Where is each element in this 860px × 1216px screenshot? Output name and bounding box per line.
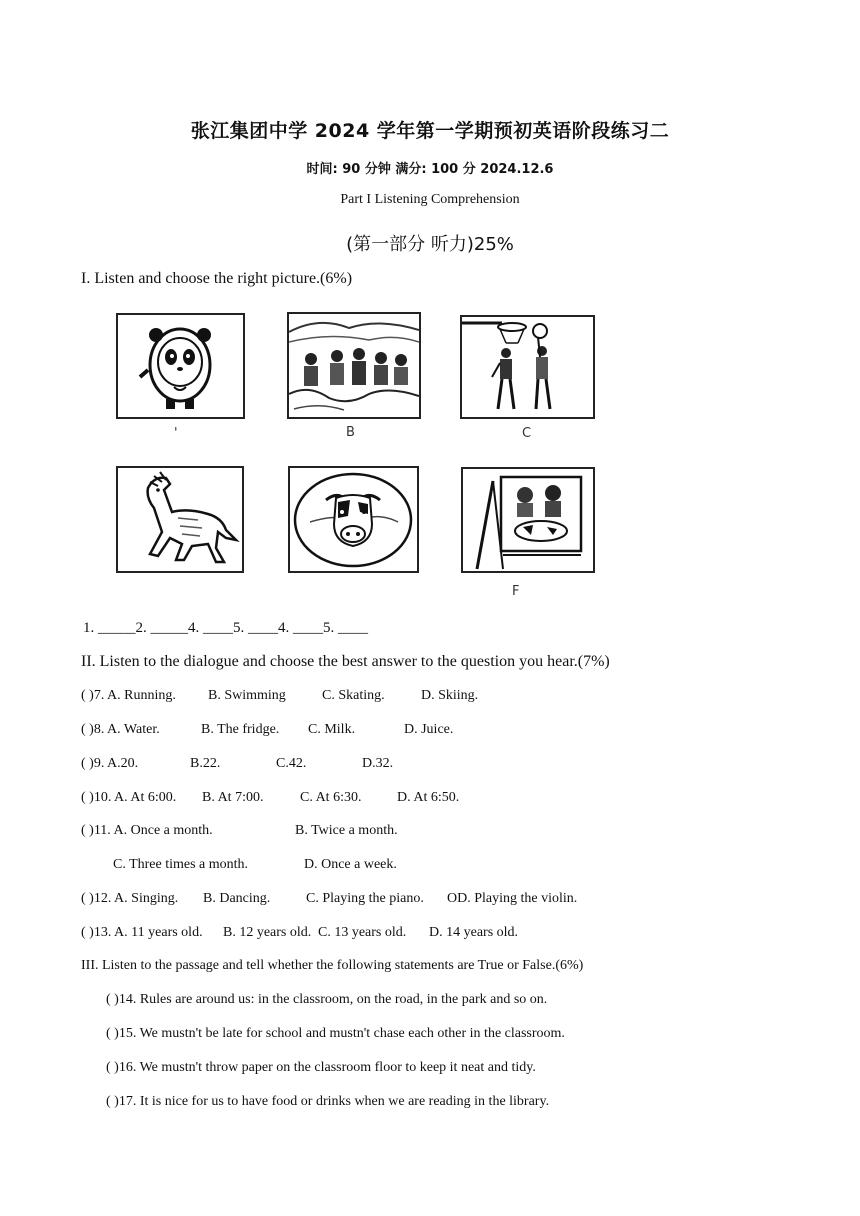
picture-painting: [461, 467, 595, 573]
part-heading: Part I Listening Comprehension: [340, 192, 520, 207]
painting-easel-icon: [463, 469, 593, 571]
statement-17[interactable]: ( )17. It is nice for us to have food or drinks when we are reading in the library.: [106, 1094, 550, 1109]
q11-option-b[interactable]: B. Twice a month.: [295, 823, 398, 838]
section3-heading: III. Listen to the passage and tell whether the following statements are True or False.(6%): [81, 958, 584, 973]
q11-option-c[interactable]: C. Three times a month.: [113, 857, 249, 872]
q7-option-d[interactable]: D. Skiing.: [421, 688, 479, 703]
horse-icon: [118, 468, 242, 571]
picture-letter-f: F: [512, 584, 520, 599]
section2-heading: II. Listen to the dialogue and choose the best answer to the question you hear.(7%): [81, 653, 610, 670]
q10-option-c[interactable]: C. At 6:30.: [300, 790, 362, 805]
q7-option-b[interactable]: B. Swimming: [208, 688, 286, 703]
q8-option-b[interactable]: B. The fridge.: [201, 722, 280, 737]
q9-option-c[interactable]: C.42.: [276, 756, 307, 771]
picture-horse: [116, 466, 244, 573]
cow-icon: [290, 468, 417, 571]
q13-option-b[interactable]: B. 12 years old.: [223, 925, 312, 940]
q10-option-b[interactable]: B. At 7:00.: [202, 790, 264, 805]
basketball-icon: [462, 317, 593, 417]
panda-mascot-icon: [118, 315, 243, 417]
q12-option-d[interactable]: OD. Playing the violin.: [447, 891, 578, 906]
q10-option-a[interactable]: ( )10. A. At 6:00.: [81, 790, 177, 805]
q13-option-d[interactable]: D. 14 years old.: [429, 925, 519, 940]
q8-option-d[interactable]: D. Juice.: [404, 722, 454, 737]
picture-letter-c: C: [522, 426, 532, 441]
q9-option-d[interactable]: D.32.: [362, 756, 394, 771]
page-title: 张江集团中学 2024 学年第一学期预初英语阶段练习二: [190, 120, 670, 142]
q13-option-a[interactable]: ( )13. A. 11 years old.: [81, 925, 203, 940]
statement-15[interactable]: ( )15. We mustn't be late for school and mustn't chase each other in the classroom.: [106, 1026, 565, 1041]
picture-cow: [288, 466, 419, 573]
q9-option-b[interactable]: B.22.: [190, 756, 221, 771]
picnic-scene-icon: [289, 314, 419, 417]
picture-panda-mascot: [116, 313, 245, 419]
q11-option-d[interactable]: D. Once a week.: [304, 857, 397, 872]
q8-option-a[interactable]: ( )8. A. Water.: [81, 722, 160, 737]
statement-16[interactable]: ( )16. We mustn't throw paper on the classroom floor to keep it neat and tidy.: [106, 1060, 536, 1075]
picture-letter-b: B: [346, 425, 355, 440]
answer-blanks[interactable]: 1. _____2. _____4. ____5. ____4. ____5. ____: [83, 620, 368, 636]
q7-option-a[interactable]: ( )7. A. Running.: [81, 688, 176, 703]
subpart-heading: (第一部分 听力)25%: [346, 234, 514, 255]
q11-option-a[interactable]: ( )11. A. Once a month.: [81, 823, 213, 838]
picture-basketball: [460, 315, 595, 419]
picture-letter-a: ': [174, 426, 178, 441]
section1-heading: I. Listen and choose the right picture.(6%): [81, 270, 353, 287]
q7-option-c[interactable]: C. Skating.: [322, 688, 385, 703]
q10-option-d[interactable]: D. At 6:50.: [397, 790, 460, 805]
q12-option-c[interactable]: C. Playing the piano.: [306, 891, 424, 906]
q9-option-a[interactable]: ( )9. A.20.: [81, 756, 139, 771]
q12-option-b[interactable]: B. Dancing.: [203, 891, 271, 906]
q13-option-c[interactable]: C. 13 years old.: [318, 925, 407, 940]
q12-option-a[interactable]: ( )12. A. Singing.: [81, 891, 179, 906]
picture-picnic: [287, 312, 421, 419]
q8-option-c[interactable]: C. Milk.: [308, 722, 356, 737]
exam-meta: 时间: 90 分钟 满分: 100 分 2024.12.6: [306, 162, 554, 177]
statement-14[interactable]: ( )14. Rules are around us: in the classroom, on the road, in the park and so on.: [106, 992, 548, 1007]
